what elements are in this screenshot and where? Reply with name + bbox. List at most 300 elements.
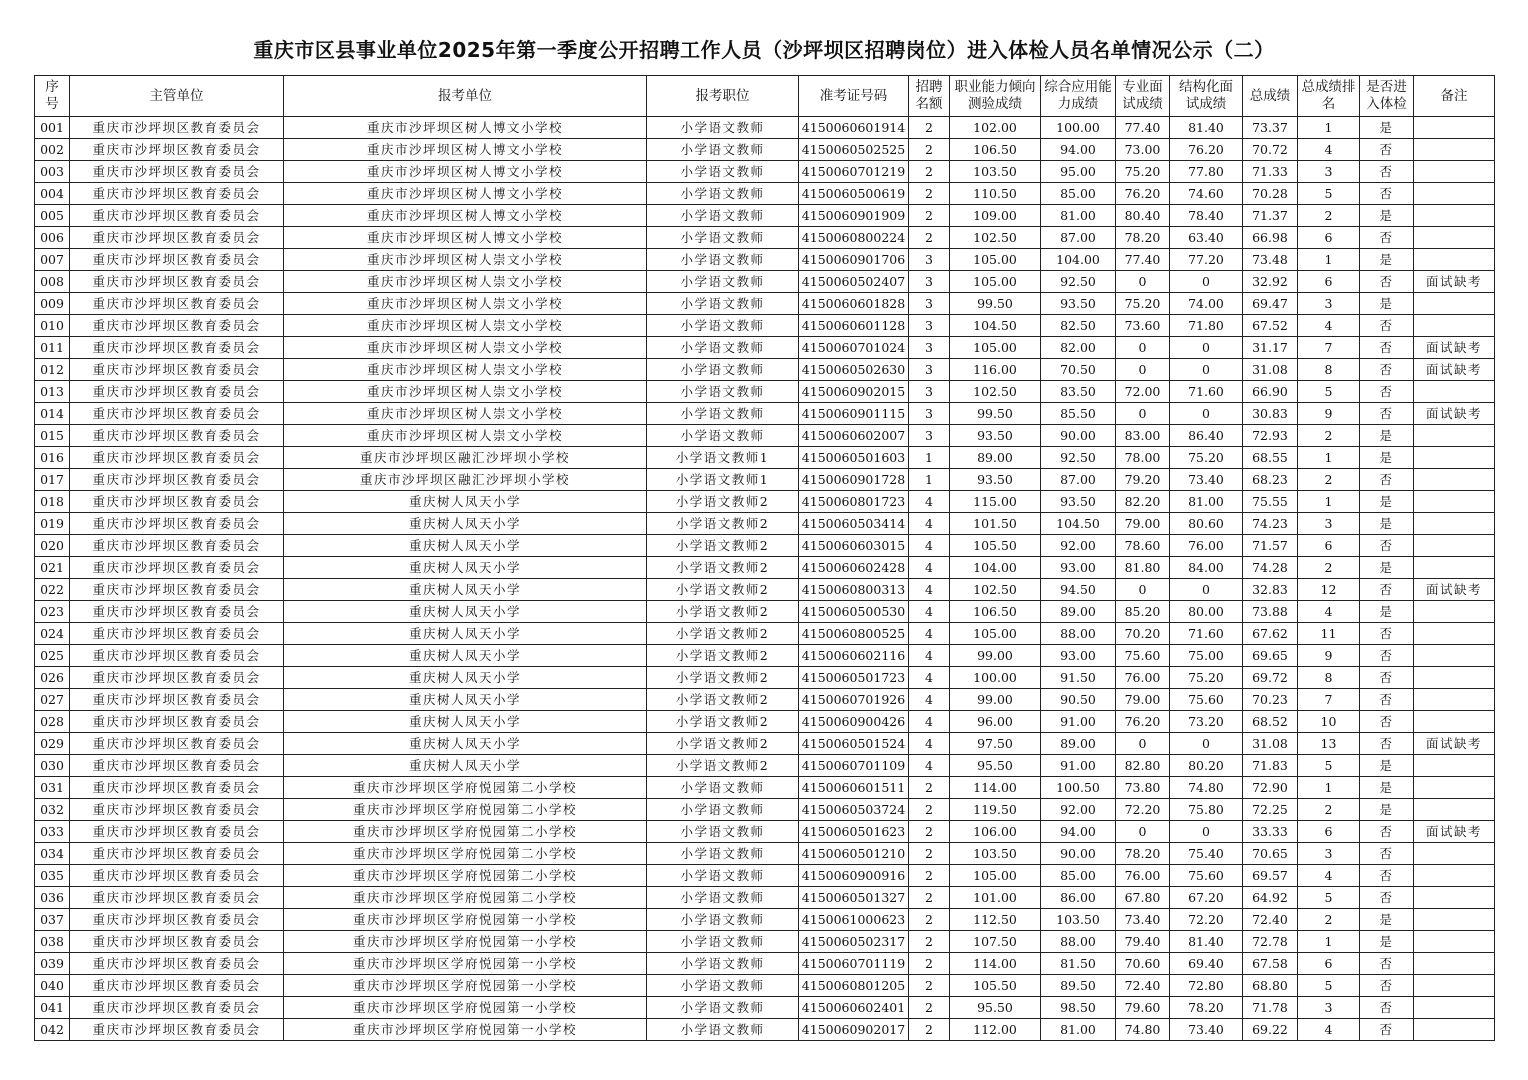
cell-index: 002 xyxy=(35,139,70,161)
cell-remarks: 面试缺考 xyxy=(1414,821,1495,843)
cell-quota: 3 xyxy=(909,403,950,425)
table-row xyxy=(35,953,1495,975)
cell-quota: 4 xyxy=(909,733,950,755)
cell-ticket-number: 4150060500530 xyxy=(799,601,909,623)
table-row xyxy=(35,601,1495,623)
cell-medical-exam-status: 否 xyxy=(1360,469,1414,491)
cell-structured-interview-score: 84.00 xyxy=(1170,557,1243,579)
cell-aptitude-score: 97.50 xyxy=(950,733,1041,755)
cell-rank: 4 xyxy=(1298,315,1360,337)
cell-total-score: 71.57 xyxy=(1243,535,1298,557)
cell-professional-interview-score: 77.40 xyxy=(1116,117,1170,139)
cell-professional-interview-score: 75.60 xyxy=(1116,645,1170,667)
table-row xyxy=(35,513,1495,535)
cell-total-score: 73.48 xyxy=(1243,249,1298,271)
cell-position: 小学语文教师 xyxy=(647,315,799,337)
cell-comprehensive-score: 92.50 xyxy=(1041,447,1116,469)
cell-unit: 重庆市沙坪坝区树人博文小学校 xyxy=(284,227,647,249)
cell-total-score: 70.65 xyxy=(1243,843,1298,865)
cell-position: 小学语文教师2 xyxy=(647,557,799,579)
cell-structured-interview-score: 75.20 xyxy=(1170,667,1243,689)
cell-quota: 4 xyxy=(909,667,950,689)
cell-position: 小学语文教师 xyxy=(647,337,799,359)
cell-authority: 重庆市沙坪坝区教育委员会 xyxy=(70,183,284,205)
cell-remarks xyxy=(1414,755,1495,777)
cell-remarks xyxy=(1414,975,1495,997)
cell-aptitude-score: 99.50 xyxy=(950,293,1041,315)
cell-index: 009 xyxy=(35,293,70,315)
cell-index: 016 xyxy=(35,447,70,469)
cell-total-score: 71.37 xyxy=(1243,205,1298,227)
cell-unit: 重庆市沙坪坝区树人崇文小学校 xyxy=(284,425,647,447)
cell-structured-interview-score: 77.80 xyxy=(1170,161,1243,183)
cell-structured-interview-score: 71.60 xyxy=(1170,381,1243,403)
cell-unit: 重庆市沙坪坝区学府悦园第二小学校 xyxy=(284,865,647,887)
cell-ticket-number: 4150060501524 xyxy=(799,733,909,755)
cell-unit: 重庆市沙坪坝区学府悦园第一小学校 xyxy=(284,931,647,953)
cell-index: 019 xyxy=(35,513,70,535)
cell-structured-interview-score: 76.20 xyxy=(1170,139,1243,161)
col-header-quota: 招聘名额 xyxy=(909,76,950,117)
cell-comprehensive-score: 100.50 xyxy=(1041,777,1116,799)
cell-quota: 4 xyxy=(909,491,950,513)
cell-aptitude-score: 112.50 xyxy=(950,909,1041,931)
table-row xyxy=(35,579,1495,601)
cell-professional-interview-score: 67.80 xyxy=(1116,887,1170,909)
cell-unit: 重庆树人凤天小学 xyxy=(284,711,647,733)
cell-remarks xyxy=(1414,1019,1495,1041)
cell-aptitude-score: 116.00 xyxy=(950,359,1041,381)
cell-remarks: 面试缺考 xyxy=(1414,271,1495,293)
cell-position: 小学语文教师2 xyxy=(647,623,799,645)
cell-authority: 重庆市沙坪坝区教育委员会 xyxy=(70,447,284,469)
cell-unit: 重庆市沙坪坝区学府悦园第二小学校 xyxy=(284,843,647,865)
cell-structured-interview-score: 80.60 xyxy=(1170,513,1243,535)
cell-authority: 重庆市沙坪坝区教育委员会 xyxy=(70,249,284,271)
cell-professional-interview-score: 73.40 xyxy=(1116,909,1170,931)
cell-total-score: 31.08 xyxy=(1243,733,1298,755)
cell-index: 013 xyxy=(35,381,70,403)
table-row xyxy=(35,975,1495,997)
cell-rank: 7 xyxy=(1298,689,1360,711)
cell-comprehensive-score: 93.50 xyxy=(1041,491,1116,513)
cell-ticket-number: 4150060601511 xyxy=(799,777,909,799)
cell-position: 小学语文教师2 xyxy=(647,645,799,667)
cell-remarks xyxy=(1414,315,1495,337)
cell-unit: 重庆市沙坪坝区融汇沙坪坝小学校 xyxy=(284,469,647,491)
cell-unit: 重庆树人凤天小学 xyxy=(284,667,647,689)
table-row xyxy=(35,183,1495,205)
cell-index: 030 xyxy=(35,755,70,777)
cell-rank: 13 xyxy=(1298,733,1360,755)
cell-remarks xyxy=(1414,381,1495,403)
cell-rank: 2 xyxy=(1298,425,1360,447)
cell-structured-interview-score: 80.00 xyxy=(1170,601,1243,623)
cell-aptitude-score: 102.50 xyxy=(950,381,1041,403)
cell-quota: 4 xyxy=(909,645,950,667)
cell-quota: 4 xyxy=(909,711,950,733)
cell-ticket-number: 4150060502317 xyxy=(799,931,909,953)
cell-authority: 重庆市沙坪坝区教育委员会 xyxy=(70,843,284,865)
cell-professional-interview-score: 78.60 xyxy=(1116,535,1170,557)
cell-remarks xyxy=(1414,557,1495,579)
cell-aptitude-score: 102.00 xyxy=(950,117,1041,139)
cell-professional-interview-score: 0 xyxy=(1116,403,1170,425)
cell-remarks xyxy=(1414,469,1495,491)
cell-comprehensive-score: 89.00 xyxy=(1041,601,1116,623)
cell-total-score: 71.33 xyxy=(1243,161,1298,183)
cell-rank: 3 xyxy=(1298,161,1360,183)
cell-position: 小学语文教师 xyxy=(647,117,799,139)
cell-medical-exam-status: 否 xyxy=(1360,711,1414,733)
cell-medical-exam-status: 否 xyxy=(1360,997,1414,1019)
cell-authority: 重庆市沙坪坝区教育委员会 xyxy=(70,381,284,403)
cell-authority: 重庆市沙坪坝区教育委员会 xyxy=(70,205,284,227)
cell-unit: 重庆市沙坪坝区学府悦园第一小学校 xyxy=(284,1019,647,1041)
cell-comprehensive-score: 92.00 xyxy=(1041,799,1116,821)
cell-index: 040 xyxy=(35,975,70,997)
cell-rank: 1 xyxy=(1298,491,1360,513)
cell-medical-exam-status: 是 xyxy=(1360,205,1414,227)
cell-rank: 5 xyxy=(1298,755,1360,777)
cell-professional-interview-score: 78.20 xyxy=(1116,227,1170,249)
cell-quota: 3 xyxy=(909,359,950,381)
cell-ticket-number: 4150060901909 xyxy=(799,205,909,227)
cell-index: 039 xyxy=(35,953,70,975)
cell-ticket-number: 4150060701024 xyxy=(799,337,909,359)
cell-rank: 6 xyxy=(1298,821,1360,843)
cell-structured-interview-score: 74.00 xyxy=(1170,293,1243,315)
cell-total-score: 69.22 xyxy=(1243,1019,1298,1041)
cell-comprehensive-score: 85.00 xyxy=(1041,865,1116,887)
header-row xyxy=(35,76,1495,117)
cell-professional-interview-score: 85.20 xyxy=(1116,601,1170,623)
cell-authority: 重庆市沙坪坝区教育委员会 xyxy=(70,337,284,359)
cell-comprehensive-score: 81.00 xyxy=(1041,1019,1116,1041)
table-row xyxy=(35,997,1495,1019)
cell-position: 小学语文教师 xyxy=(647,821,799,843)
cell-aptitude-score: 114.00 xyxy=(950,953,1041,975)
cell-index: 025 xyxy=(35,645,70,667)
cell-quota: 2 xyxy=(909,887,950,909)
cell-comprehensive-score: 90.00 xyxy=(1041,425,1116,447)
page-title: 重庆市区县事业单位2025年第一季度公开招聘工作人员（沙坪坝区招聘岗位）进入体检人员名单情况公示（二） xyxy=(253,38,1275,62)
cell-position: 小学语文教师 xyxy=(647,865,799,887)
cell-ticket-number: 4150060701119 xyxy=(799,953,909,975)
cell-structured-interview-score: 72.80 xyxy=(1170,975,1243,997)
cell-rank: 2 xyxy=(1298,469,1360,491)
cell-index: 015 xyxy=(35,425,70,447)
cell-quota: 4 xyxy=(909,689,950,711)
cell-professional-interview-score: 83.00 xyxy=(1116,425,1170,447)
cell-total-score: 71.78 xyxy=(1243,997,1298,1019)
col-header-rank: 总成绩排名 xyxy=(1298,76,1360,117)
cell-professional-interview-score: 0 xyxy=(1116,733,1170,755)
cell-rank: 5 xyxy=(1298,887,1360,909)
cell-quota: 3 xyxy=(909,315,950,337)
cell-authority: 重庆市沙坪坝区教育委员会 xyxy=(70,821,284,843)
cell-quota: 4 xyxy=(909,535,950,557)
col-header-professional-interview: 专业面试成绩 xyxy=(1116,76,1170,117)
cell-aptitude-score: 99.00 xyxy=(950,689,1041,711)
table-row xyxy=(35,711,1495,733)
cell-index: 021 xyxy=(35,557,70,579)
table-row xyxy=(35,645,1495,667)
cell-medical-exam-status: 否 xyxy=(1360,645,1414,667)
cell-index: 027 xyxy=(35,689,70,711)
cell-professional-interview-score: 76.00 xyxy=(1116,865,1170,887)
cell-remarks: 面试缺考 xyxy=(1414,337,1495,359)
cell-position: 小学语文教师2 xyxy=(647,733,799,755)
cell-position: 小学语文教师 xyxy=(647,887,799,909)
cell-quota: 4 xyxy=(909,513,950,535)
cell-position: 小学语文教师2 xyxy=(647,513,799,535)
cell-total-score: 68.23 xyxy=(1243,469,1298,491)
cell-professional-interview-score: 78.20 xyxy=(1116,843,1170,865)
cell-authority: 重庆市沙坪坝区教育委员会 xyxy=(70,645,284,667)
cell-total-score: 72.78 xyxy=(1243,931,1298,953)
cell-structured-interview-score: 81.40 xyxy=(1170,931,1243,953)
table-row xyxy=(35,755,1495,777)
cell-ticket-number: 4150060902015 xyxy=(799,381,909,403)
cell-authority: 重庆市沙坪坝区教育委员会 xyxy=(70,667,284,689)
table-row xyxy=(35,667,1495,689)
cell-comprehensive-score: 103.50 xyxy=(1041,909,1116,931)
cell-professional-interview-score: 73.60 xyxy=(1116,315,1170,337)
cell-structured-interview-score: 0 xyxy=(1170,359,1243,381)
cell-structured-interview-score: 71.60 xyxy=(1170,623,1243,645)
cell-authority: 重庆市沙坪坝区教育委员会 xyxy=(70,711,284,733)
cell-quota: 2 xyxy=(909,227,950,249)
cell-remarks xyxy=(1414,117,1495,139)
cell-medical-exam-status: 否 xyxy=(1360,667,1414,689)
cell-total-score: 68.52 xyxy=(1243,711,1298,733)
cell-professional-interview-score: 79.40 xyxy=(1116,931,1170,953)
cell-rank: 1 xyxy=(1298,249,1360,271)
cell-quota: 4 xyxy=(909,557,950,579)
cell-position: 小学语文教师 xyxy=(647,161,799,183)
cell-professional-interview-score: 77.40 xyxy=(1116,249,1170,271)
cell-aptitude-score: 105.00 xyxy=(950,271,1041,293)
cell-index: 012 xyxy=(35,359,70,381)
cell-unit: 重庆树人凤天小学 xyxy=(284,535,647,557)
cell-quota: 3 xyxy=(909,425,950,447)
col-header-ticket: 准考证号码 xyxy=(799,76,909,117)
cell-quota: 2 xyxy=(909,953,950,975)
cell-remarks xyxy=(1414,689,1495,711)
table-row xyxy=(35,403,1495,425)
cell-quota: 2 xyxy=(909,975,950,997)
table-row xyxy=(35,491,1495,513)
cell-position: 小学语文教师2 xyxy=(647,711,799,733)
cell-remarks xyxy=(1414,909,1495,931)
cell-total-score: 74.23 xyxy=(1243,513,1298,535)
cell-medical-exam-status: 是 xyxy=(1360,909,1414,931)
cell-authority: 重庆市沙坪坝区教育委员会 xyxy=(70,557,284,579)
cell-ticket-number: 4150060901706 xyxy=(799,249,909,271)
cell-quota: 1 xyxy=(909,469,950,491)
cell-professional-interview-score: 75.20 xyxy=(1116,161,1170,183)
cell-professional-interview-score: 79.00 xyxy=(1116,513,1170,535)
cell-authority: 重庆市沙坪坝区教育委员会 xyxy=(70,601,284,623)
cell-structured-interview-score: 86.40 xyxy=(1170,425,1243,447)
col-header-position: 报考职位 xyxy=(647,76,799,117)
col-header-structured-interview: 结构化面试成绩 xyxy=(1170,76,1243,117)
cell-comprehensive-score: 93.50 xyxy=(1041,293,1116,315)
cell-index: 035 xyxy=(35,865,70,887)
cell-quota: 2 xyxy=(909,139,950,161)
cell-comprehensive-score: 98.50 xyxy=(1041,997,1116,1019)
cell-total-score: 73.37 xyxy=(1243,117,1298,139)
cell-ticket-number: 4150060601128 xyxy=(799,315,909,337)
cell-professional-interview-score: 79.20 xyxy=(1116,469,1170,491)
cell-medical-exam-status: 是 xyxy=(1360,601,1414,623)
table-row xyxy=(35,909,1495,931)
cell-position: 小学语文教师 xyxy=(647,205,799,227)
cell-authority: 重庆市沙坪坝区教育委员会 xyxy=(70,425,284,447)
cell-aptitude-score: 105.00 xyxy=(950,865,1041,887)
table-row xyxy=(35,821,1495,843)
cell-authority: 重庆市沙坪坝区教育委员会 xyxy=(70,953,284,975)
cell-quota: 3 xyxy=(909,271,950,293)
table-row xyxy=(35,887,1495,909)
cell-position: 小学语文教师2 xyxy=(647,689,799,711)
cell-ticket-number: 4150060701219 xyxy=(799,161,909,183)
cell-comprehensive-score: 104.50 xyxy=(1041,513,1116,535)
table-row xyxy=(35,469,1495,491)
cell-aptitude-score: 104.00 xyxy=(950,557,1041,579)
col-header-unit: 报考单位 xyxy=(284,76,647,117)
table-body xyxy=(35,117,1495,1041)
cell-authority: 重庆市沙坪坝区教育委员会 xyxy=(70,1019,284,1041)
cell-comprehensive-score: 87.00 xyxy=(1041,469,1116,491)
cell-quota: 2 xyxy=(909,777,950,799)
cell-authority: 重庆市沙坪坝区教育委员会 xyxy=(70,689,284,711)
cell-comprehensive-score: 91.50 xyxy=(1041,667,1116,689)
cell-total-score: 69.65 xyxy=(1243,645,1298,667)
cell-unit: 重庆市沙坪坝区学府悦园第二小学校 xyxy=(284,799,647,821)
cell-position: 小学语文教师 xyxy=(647,249,799,271)
cell-rank: 5 xyxy=(1298,183,1360,205)
cell-remarks xyxy=(1414,953,1495,975)
cell-total-score: 72.25 xyxy=(1243,799,1298,821)
cell-authority: 重庆市沙坪坝区教育委员会 xyxy=(70,227,284,249)
cell-comprehensive-score: 91.00 xyxy=(1041,711,1116,733)
cell-structured-interview-score: 74.80 xyxy=(1170,777,1243,799)
cell-authority: 重庆市沙坪坝区教育委员会 xyxy=(70,491,284,513)
cell-comprehensive-score: 104.00 xyxy=(1041,249,1116,271)
cell-aptitude-score: 101.50 xyxy=(950,513,1041,535)
cell-structured-interview-score: 63.40 xyxy=(1170,227,1243,249)
cell-index: 008 xyxy=(35,271,70,293)
cell-ticket-number: 4150060501723 xyxy=(799,667,909,689)
cell-structured-interview-score: 75.60 xyxy=(1170,689,1243,711)
cell-quota: 2 xyxy=(909,821,950,843)
cell-remarks xyxy=(1414,667,1495,689)
cell-comprehensive-score: 87.00 xyxy=(1041,227,1116,249)
cell-professional-interview-score: 72.40 xyxy=(1116,975,1170,997)
cell-index: 014 xyxy=(35,403,70,425)
table-row xyxy=(35,843,1495,865)
cell-aptitude-score: 102.50 xyxy=(950,579,1041,601)
cell-comprehensive-score: 92.50 xyxy=(1041,271,1116,293)
cell-medical-exam-status: 否 xyxy=(1360,579,1414,601)
cell-medical-exam-status: 是 xyxy=(1360,931,1414,953)
cell-comprehensive-score: 85.00 xyxy=(1041,183,1116,205)
cell-medical-exam-status: 否 xyxy=(1360,821,1414,843)
cell-comprehensive-score: 82.00 xyxy=(1041,337,1116,359)
cell-structured-interview-score: 81.00 xyxy=(1170,491,1243,513)
cell-rank: 7 xyxy=(1298,337,1360,359)
cell-position: 小学语文教师 xyxy=(647,931,799,953)
cell-rank: 9 xyxy=(1298,403,1360,425)
cell-authority: 重庆市沙坪坝区教育委员会 xyxy=(70,161,284,183)
cell-aptitude-score: 89.00 xyxy=(950,447,1041,469)
cell-aptitude-score: 110.50 xyxy=(950,183,1041,205)
cell-ticket-number: 4150060502525 xyxy=(799,139,909,161)
cell-total-score: 32.83 xyxy=(1243,579,1298,601)
cell-position: 小学语文教师 xyxy=(647,139,799,161)
cell-medical-exam-status: 否 xyxy=(1360,337,1414,359)
col-header-comprehensive: 综合应用能力成绩 xyxy=(1041,76,1116,117)
cell-aptitude-score: 105.50 xyxy=(950,975,1041,997)
cell-position: 小学语文教师 xyxy=(647,975,799,997)
cell-remarks xyxy=(1414,535,1495,557)
cell-index: 004 xyxy=(35,183,70,205)
cell-position: 小学语文教师 xyxy=(647,777,799,799)
cell-total-score: 69.47 xyxy=(1243,293,1298,315)
cell-quota: 2 xyxy=(909,117,950,139)
cell-medical-exam-status: 是 xyxy=(1360,447,1414,469)
cell-ticket-number: 4150060503724 xyxy=(799,799,909,821)
cell-rank: 12 xyxy=(1298,579,1360,601)
table-row xyxy=(35,271,1495,293)
cell-total-score: 70.23 xyxy=(1243,689,1298,711)
cell-professional-interview-score: 79.60 xyxy=(1116,997,1170,1019)
cell-medical-exam-status: 是 xyxy=(1360,755,1414,777)
cell-rank: 4 xyxy=(1298,1019,1360,1041)
table-row xyxy=(35,161,1495,183)
cell-professional-interview-score: 0 xyxy=(1116,821,1170,843)
cell-index: 006 xyxy=(35,227,70,249)
cell-position: 小学语文教师 xyxy=(647,953,799,975)
cell-total-score: 30.83 xyxy=(1243,403,1298,425)
cell-unit: 重庆树人凤天小学 xyxy=(284,491,647,513)
cell-total-score: 74.28 xyxy=(1243,557,1298,579)
cell-rank: 2 xyxy=(1298,799,1360,821)
cell-unit: 重庆市沙坪坝区树人博文小学校 xyxy=(284,117,647,139)
cell-medical-exam-status: 否 xyxy=(1360,843,1414,865)
cell-rank: 1 xyxy=(1298,447,1360,469)
cell-index: 031 xyxy=(35,777,70,799)
cell-total-score: 32.92 xyxy=(1243,271,1298,293)
cell-comprehensive-score: 92.00 xyxy=(1041,535,1116,557)
cell-medical-exam-status: 否 xyxy=(1360,403,1414,425)
cell-ticket-number: 4150060701109 xyxy=(799,755,909,777)
cell-medical-exam-status: 是 xyxy=(1360,799,1414,821)
cell-authority: 重庆市沙坪坝区教育委员会 xyxy=(70,139,284,161)
cell-professional-interview-score: 70.60 xyxy=(1116,953,1170,975)
cell-professional-interview-score: 70.20 xyxy=(1116,623,1170,645)
cell-aptitude-score: 96.00 xyxy=(950,711,1041,733)
cell-remarks xyxy=(1414,711,1495,733)
cell-aptitude-score: 106.50 xyxy=(950,139,1041,161)
cell-professional-interview-score: 74.80 xyxy=(1116,1019,1170,1041)
cell-comprehensive-score: 85.50 xyxy=(1041,403,1116,425)
cell-unit: 重庆树人凤天小学 xyxy=(284,755,647,777)
cell-medical-exam-status: 是 xyxy=(1360,491,1414,513)
cell-unit: 重庆市沙坪坝区学府悦园第二小学校 xyxy=(284,887,647,909)
